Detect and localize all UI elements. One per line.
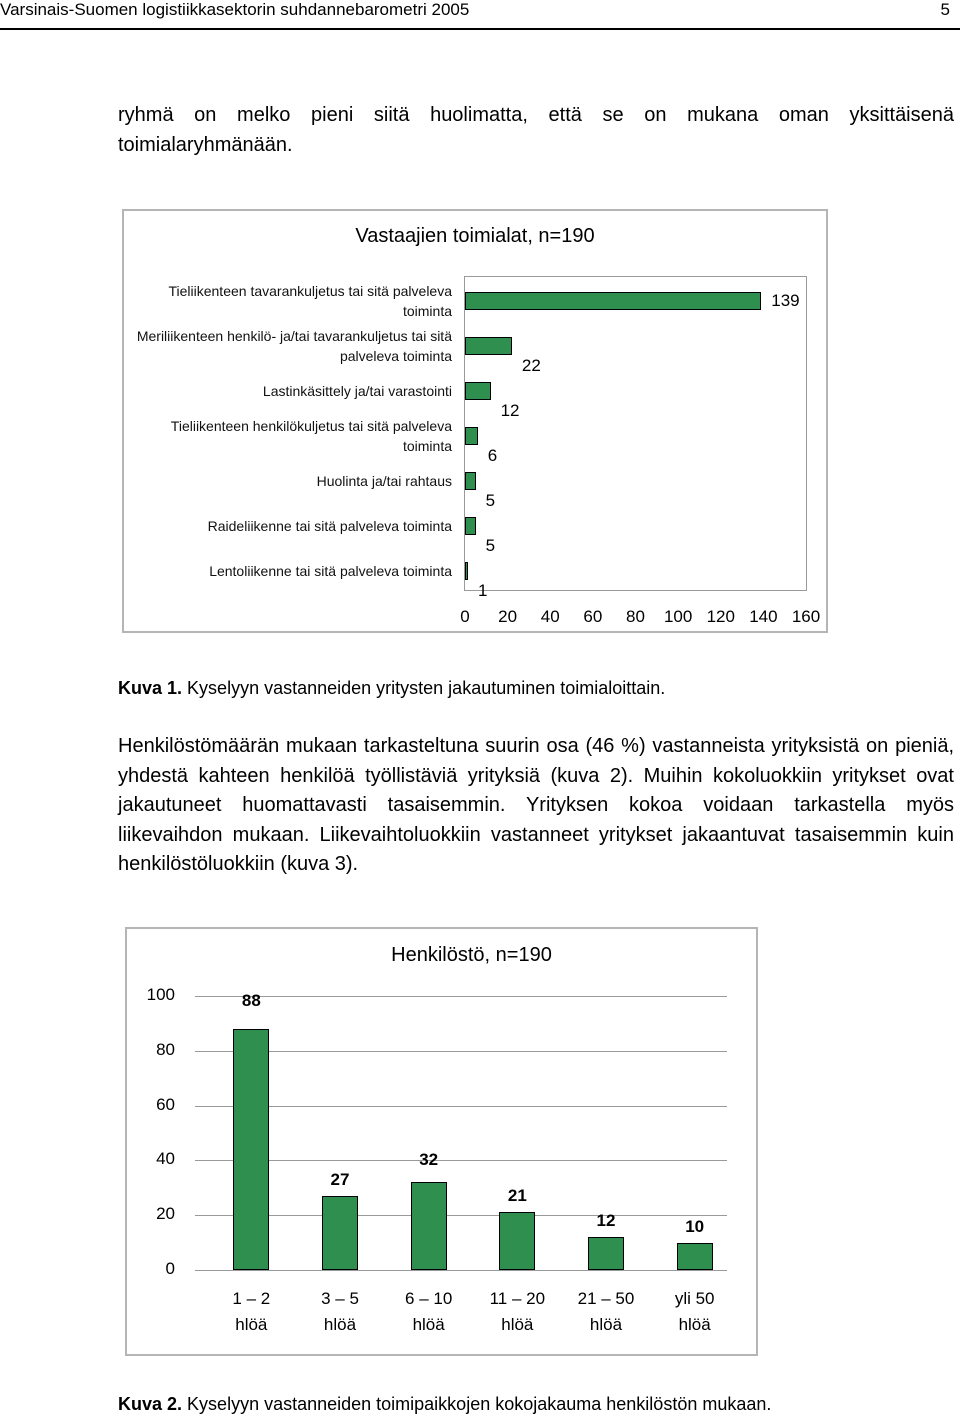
chart1-value-label: 5 — [485, 536, 496, 555]
chart2-x-category-label — [650, 1286, 740, 1338]
chart2-x-category-line: 1 – 2 — [232, 1289, 271, 1308]
chart2-x-category-line: hlöä — [235, 1315, 268, 1334]
chart2-y-tick-label: 100 — [146, 985, 175, 1004]
figure-1-chart — [122, 209, 828, 633]
chart1-x-tick-label: 40 — [540, 607, 560, 626]
chart2-x-category-label — [384, 1286, 474, 1338]
chart2-x-category-line: hlöä — [501, 1315, 534, 1334]
chart1-category-label: Meriliikenteen henkilö- ja/tai tavarankuljetus tai sitä palveleva toiminta — [136, 328, 452, 364]
chart2-bar — [499, 1212, 535, 1270]
paragraph-1-text: ryhmä on melko pieni siitä huolimatta, että se on mukana oman yksittäisenä toimialaryhmänään. — [118, 104, 954, 156]
chart1-x-tick-label: 140 — [749, 607, 778, 626]
chart1-value-label: 1 — [478, 581, 488, 600]
chart2-x-category-label — [206, 1286, 296, 1338]
figure-2-caption-label: Kuva 2. — [118, 1394, 183, 1414]
chart1-value-label: 12 — [500, 401, 520, 420]
chart2-x-category-line: 21 – 50 — [577, 1289, 635, 1308]
paragraph-1 — [118, 101, 954, 160]
chart1-category-label: Lentoliikenne tai sitä palveleva toiminta — [209, 563, 452, 579]
chart1-x-tick-label: 0 — [460, 607, 470, 626]
chart2-gridline — [195, 1160, 727, 1161]
page-number: 5 — [940, 0, 950, 19]
chart2-y-tick-label: 20 — [156, 1204, 175, 1224]
chart2-y-tick-label: 40 — [156, 1149, 175, 1169]
chart2-gridline — [195, 1215, 727, 1216]
chart1-category-label: Lastinkäsittely ja/tai varastointi — [262, 383, 452, 399]
chart1-category-label: Huolinta ja/tai rahtaus — [316, 473, 452, 489]
chart1-value-label: 139 — [771, 291, 800, 310]
chart2-bar — [411, 1182, 447, 1270]
chart2-gridline — [195, 1106, 727, 1107]
chart2-value-label: 21 — [507, 1186, 527, 1206]
chart2-value-label: 27 — [330, 1170, 350, 1190]
chart2-y-tick-label: 0 — [165, 1259, 175, 1278]
chart1-x-ticks — [124, 211, 826, 631]
chart1-x-tick-label: 160 — [791, 607, 821, 626]
chart2-x-category-line: 11 – 20 — [489, 1289, 546, 1308]
chart2-value-label: 12 — [596, 1211, 616, 1231]
chart2-x-category-label — [561, 1286, 651, 1338]
header-rule — [0, 28, 960, 30]
chart2-bar — [677, 1243, 713, 1270]
chart2-x-category-line: 6 – 10 — [405, 1289, 453, 1308]
chart2-y-tick-label: 60 — [156, 1094, 175, 1114]
chart2-x-category-label — [472, 1286, 562, 1338]
chart1-x-tick-label: 80 — [626, 607, 645, 626]
chart2-value-label: 88 — [241, 990, 261, 1010]
paragraph-2-text: Henkilöstömäärän mukaan tarkasteltuna suurin osa (46 %) vastanneista yrityksistä on pieniä, yhdestä kahteen henkilöä työllistäviä yrityksiä (kuva 2). Muihin kokoluokkiin yritykset ovat jakautuneet huomattavasti tasaisemmin. Yrityksen kokoa voidaan tarkastella myös liikevaihdon mukaan. Liikevaihtoluokkiin vastanneet yritykset jakaantuvat tasaisemmin kuin henkilöstöluokkiin (kuva 3). — [118, 735, 954, 875]
chart2-plot — [127, 929, 756, 1354]
chart2-gridline — [195, 1270, 727, 1271]
figure-2-caption-text: Kyselyyn vastanneiden toimipaikkojen kokojakauma henkilöstön mukaan. — [187, 1394, 772, 1414]
chart1-x-tick-label: 100 — [663, 607, 693, 626]
chart2-title: Henkilöstö, n=190 — [391, 944, 552, 966]
figure-1-caption — [118, 678, 665, 699]
chart2-x-category-line: yli 50 — [674, 1289, 715, 1308]
chart1-value-label: 22 — [521, 356, 541, 375]
chart2-x-category-line: hlöä — [412, 1315, 445, 1334]
chart1-x-tick-label: 120 — [706, 607, 735, 626]
chart2-value-label: 32 — [419, 1150, 439, 1170]
chart2-x-category-line: 3 – 5 — [321, 1289, 359, 1308]
chart1-title: Vastaajien toimialat, n=190 — [355, 225, 595, 247]
running-header-title: Varsinais-Suomen logistiikkasektorin suhdannebarometri 2005 — [0, 0, 470, 19]
chart1-category-label: Tieliikenteen tavarankuljetus tai sitä palveleva toiminta — [168, 283, 452, 319]
chart1-category-label: Raideliikenne tai sitä palveleva toiminta — [207, 518, 452, 534]
chart2-value-label: 10 — [685, 1216, 705, 1236]
chart2-y-tick-label: 80 — [156, 1039, 175, 1059]
chart1-x-tick-label: 60 — [583, 607, 603, 626]
chart2-x-category-line: hlöä — [589, 1315, 623, 1334]
chart2-gridline — [195, 1051, 727, 1052]
figure-2-chart — [125, 927, 758, 1356]
chart2-bar — [588, 1237, 624, 1270]
chart1-category-label: Tieliikenteen henkilökuljetus tai sitä palveleva toiminta — [170, 418, 452, 454]
chart1-value-label: 5 — [485, 491, 496, 510]
figure-2-caption — [118, 1394, 771, 1415]
figure-1-caption-label: Kuva 1. — [118, 678, 183, 698]
chart2-x-category-line: hlöä — [678, 1315, 711, 1334]
chart2-x-category-label — [295, 1286, 385, 1338]
chart2-bar — [233, 1029, 269, 1270]
chart1-value-label: 6 — [487, 446, 498, 465]
chart1-x-tick-label: 20 — [498, 607, 518, 626]
figure-1-caption-text: Kyselyyn vastanneiden yritysten jakautuminen toimialoittain. — [187, 678, 666, 698]
chart2-x-category-line: hlöä — [323, 1315, 357, 1334]
paragraph-2 — [118, 732, 954, 880]
chart2-bar — [322, 1196, 358, 1270]
